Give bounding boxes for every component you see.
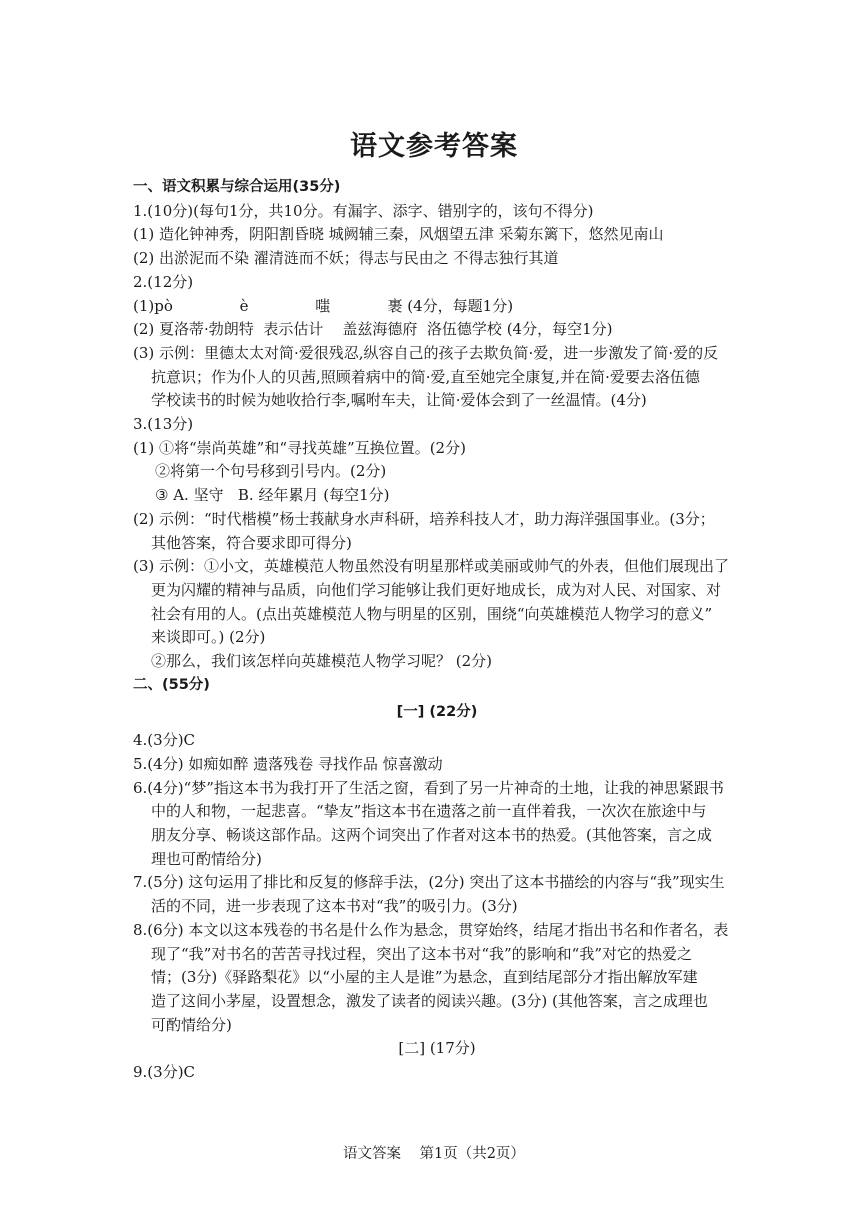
answer-line: 来谈即可。) (2分) [151,628,266,647]
page-title: 语文参考答案 [350,131,518,162]
answer-line: 社会有用的人。(点出英雄模范人物与明星的区别，围绕“向英雄模范人物学习的意义” [151,604,713,623]
answer-line: 6.(4分)“梦”指这本书为我打开了生活之窗，看到了另一片神奇的土地，让我的神思紧跟书 [133,778,724,797]
answer-line: 朋友分享、畅谈这部作品。这两个词突出了作者对这本书的热爱。(其他答案，言之成 [151,825,712,844]
answer-line: ②那么，我们该怎样向英雄模范人物学习呢？ (2分) [151,652,493,671]
answer-line: (2) 出淤泥而不染 濯清涟而不妖；得志与民由之 不得志独行其道 [133,249,559,268]
section-heading: 一、语文积累与综合运用(35分) [133,179,341,195]
answer-line: 7.(5分) 这句运用了排比和反复的修辞手法，(2分) 突出了这本书描绘的内容与“我”现实生 [133,873,725,892]
answer-line: 2.(12分) [133,272,194,291]
answer-line: 4.(3分)C [133,731,196,750]
page-footer: 语文答案 第1页（共2页） [343,1146,525,1162]
answer-line: (1) 造化钟神秀，阴阳割昏晓 城阙辅三秦，风烟望五津 采菊东篱下，悠然见南山 [133,225,664,244]
answer-line: (3) 示例：①小文，英雄模范人物虽然没有明星那样或美丽或帅气的外表，但他们展现出了 [133,557,730,576]
answer-line: 1.(10分)(每句1分，共10分。有漏字、添字、错别字的，该句不得分) [133,201,594,220]
answer-line: (1)pò è 嗤 裹 (4分，每题1分) [133,296,514,315]
answer-line: 其他答案，符合要求即可得分) [151,533,352,552]
answer-line: 3.(13分) [133,415,194,434]
answer-line: (2) 夏洛蒂·勃朗特 表示估计 盖兹海德府 洛伍德学校 (4分，每空1分) [133,320,613,339]
answer-line: ②将第一个句号移到引号内。(2分) [155,462,387,481]
answer-line: 可酌情给分) [151,1015,232,1034]
subsection-heading: [二] (17分) [398,1039,476,1058]
answer-line: 现了“我”对书名的苦苦寻找过程，突出了这本书对“我”的影响和“我”对它的热爱之 [151,944,693,963]
answer-line: 中的人和物，一起悲喜。“挚友”指这本书在遗落之前一直伴着我，一次次在旅途中与 [151,802,707,821]
answer-line: 8.(6分) 本文以这本残卷的书名是什么作为悬念，贯穿始终，结尾才指出书名和作者名，表 [133,920,729,939]
answer-line: (2) 示例：“时代楷模”杨士莪献身水声科研，培养科技人才，助力海洋强国事业。(3分； [133,509,715,528]
answer-line: 造了这间小茅屋，设置想念，激发了读者的阅读兴趣。(3分) (其他答案，言之成理也 [151,991,708,1010]
answer-content [133,176,741,1085]
answer-line: ③ A. 坚守 B. 经年累月 (每空1分) [155,486,390,505]
answer-line: 理也可酌情给分) [151,849,262,868]
answer-line: 5.(4分) 如痴如醉 遗落残卷 寻找作品 惊喜激动 [133,754,443,773]
answer-line: 情；(3分)《驿路梨花》以“小屋的主人是谁”为悬念，直到结尾部分才指出解放军建 [151,968,698,987]
answer-line: (1) ①将“崇尚英雄”和“寻找英雄”互换位置。(2分) [133,438,466,457]
answer-line: 9.(3分)C [133,1063,196,1082]
answer-line: 学校读书的时候为她收拾行李,嘱咐车夫，让简·爱体会到了一丝温情。(4分) [151,391,647,410]
answer-line: 抗意识；作为仆人的贝茜,照顾着病中的简·爱,直至她完全康复,并在简·爱要去洛伍德 [151,367,700,386]
answer-line: (3) 示例：里德太太对简·爱很残忍,纵容自己的孩子去欺负简·爱，进一步激发了简·爱的反 [133,343,719,362]
subsection-heading: [一] (22分) [396,704,478,721]
answer-line: 活的不同，进一步表现了这本书对“我”的吸引力。(3分) [151,897,518,916]
answer-line: 更为闪耀的精神与品质，向他们学习能够让我们更好地成长，成为对人民、对国家、对 [151,580,722,599]
section-heading: 二、(55分) [133,676,210,693]
